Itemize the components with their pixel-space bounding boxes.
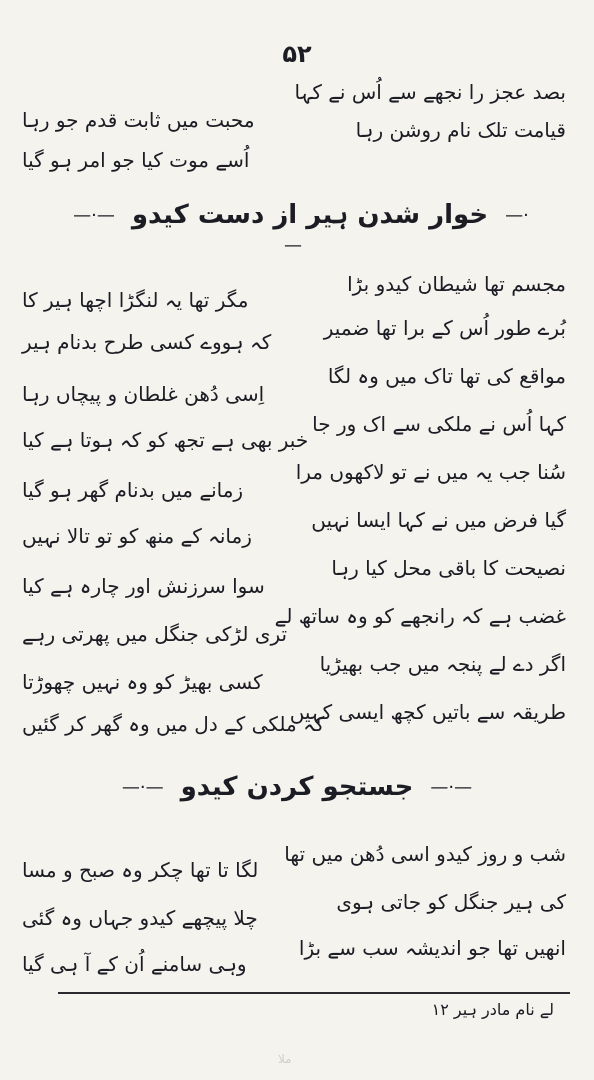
verse-left-2-4: خبر بھی ہے تجھ کو کہ ہوتا ہے کیا [22,428,309,452]
verse-right-3-2: کی ہیر جنگل کو جاتی ہوی [336,890,566,914]
verse-left-1-2: اُسے موت کیا جو امر ہو گیا [22,148,250,172]
verse-right-2-7: نصیحت کا باقی محل کیا رہا [331,556,566,580]
verse-left-3-2: چلا پیچھے کیدو جہاں وہ گئی [22,906,258,930]
verse-right-2-8: غضب ہے کہ رانجھے کو وہ ساتھ لے [274,604,566,628]
page-number: ۵۲ [282,40,312,68]
verse-right-3-3: انھیں تھا جو اندیشہ سب سے بڑا [298,936,566,960]
heading-ornament-right: —·— [73,205,115,226]
verse-left-2-5: زمانے میں بدنام گھر ہو گیا [22,478,244,502]
verse-left-2-9: کسی بھیڑ کو وہ نہیں چھوڑتا [22,670,263,694]
verse-right-2-3: مواقع کی تھا تاک میں وہ لگا [327,364,566,388]
heading-ornament-right: —·— [121,777,164,798]
verse-right-2-10: طریقہ سے باتیں کچھ ایسی کہیں [289,700,566,724]
verse-right-3-1: شب و روز کیدو اسی دُھن میں تھا [284,842,566,866]
heading-1-text: خوار شدن ہیر از دست کیدو [131,200,489,230]
section-heading-1 [60,200,534,260]
verse-right-2-4: کہا اُس نے ملکی سے اک ور جا [312,412,566,436]
heading-ornament-left: —·— [430,777,473,798]
verse-right-2-6: گیا فرض میں نے کہا ایسا نہیں [311,508,566,532]
section-heading-2 [60,772,534,802]
verse-left-2-6: زمانہ کے منھ کو تو تالا نہیں [22,524,252,548]
heading-ornament-left: —·— [284,205,529,256]
verse-left-2-2: کہ ہووے کسی طرح بدنام ہیر [22,330,272,354]
verse-right-2-2: بُرے طور اُس کے برا تھا ضمیر [323,316,566,340]
verse-right-2-1: مجسم تھا شیطان کیدو بڑا [347,272,566,296]
heading-2-text: جستجو کردن کیدو [180,772,414,802]
footnote: لے نام مادر ہیر ۱۲ [431,1000,554,1019]
footnote-rule [58,992,570,994]
verse-right-1-2: قیامت تلک نام روشن رہا [355,118,566,142]
faint-page-mark: ملا [278,1052,292,1066]
verse-left-2-7: سوا سرزنش اور چارہ ہے کیا [22,574,265,598]
verse-left-2-1: مگر تھا یہ لنگڑا اچھا ہیر کا [22,288,249,312]
verse-left-2-8: تری لڑکی جنگل میں پھرتی رہے [22,622,288,646]
verse-left-2-10: کہ ملکی کے دل میں وہ گھر کر گئیں [22,712,325,736]
verse-left-1-1: محبت میں ثابت قدم جو رہا [22,108,255,132]
verse-left-3-3: وہی سامنے اُن کے آ ہی گیا [22,952,247,976]
verse-right-1-1: بصد عجز را نجھے سے اُس نے کہا [294,80,566,104]
verse-right-2-9: اگر دے لے پنجہ میں جب بھیڑیا [319,652,566,676]
verse-left-3-1: لگا تا تھا چکر وہ صبح و مسا [22,858,259,882]
verse-right-2-5: سُنا جب یہ میں نے تو لاکھوں مرا [295,460,566,484]
verse-left-2-3: اِسی دُھن غلطان و پیچاں رہا [22,382,265,406]
